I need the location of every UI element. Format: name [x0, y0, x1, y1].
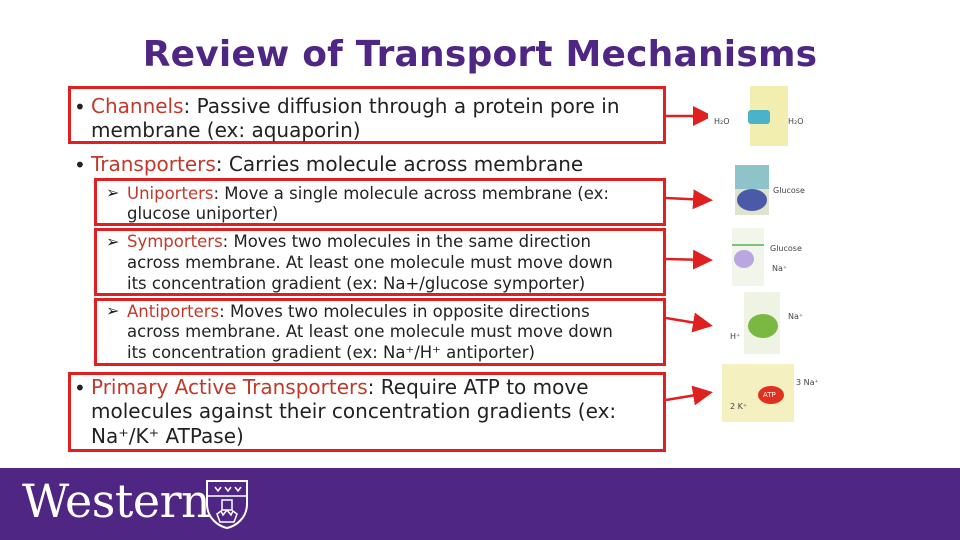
symporters-text	[127, 232, 591, 252]
transporters-term: Transporters	[91, 152, 216, 176]
membrane-line	[732, 244, 764, 246]
atpase-diagram	[722, 364, 826, 422]
arrow-bullet-icon: ➢	[106, 232, 120, 251]
arrow-uniporters	[666, 198, 708, 200]
transporters-text	[91, 153, 583, 176]
channels-line2: membrane (ex: aquaporin)	[91, 118, 361, 142]
symporters-desc: : Moves two molecules in the same direction	[222, 232, 591, 251]
h-label-3: H⁺	[730, 332, 741, 341]
bullet-dot: •	[74, 153, 86, 177]
atp-label: ATP	[763, 391, 776, 399]
channels-desc: : Passive diffusion through a protein pore in	[183, 94, 620, 118]
bullet-dot: •	[74, 95, 86, 119]
arrow-bullet-icon: ➢	[106, 301, 120, 320]
footer-bar	[0, 468, 960, 540]
uniporter-diagram	[735, 165, 813, 215]
arrow-primary	[666, 393, 708, 400]
antiporters-line3: its concentration gradient (ex: Na⁺/H⁺ antiporter)	[127, 343, 535, 362]
k2-label: 2 K⁺	[730, 402, 748, 411]
primary-desc: : Require ATP to move	[367, 375, 589, 399]
arrow-antiporters	[666, 318, 708, 325]
channels-text	[91, 95, 620, 118]
transporter-protein	[737, 189, 767, 211]
channel-protein	[748, 110, 770, 124]
na-label-2: Na⁺	[772, 264, 788, 273]
shield-icon	[203, 478, 251, 530]
membrane-top	[735, 165, 769, 189]
glucose-label-1: Glucose	[773, 186, 805, 195]
bullet-dot: •	[74, 376, 86, 400]
primary-term: Primary Active Transporters	[91, 375, 368, 399]
aquaporin-diagram	[708, 86, 812, 146]
symporters-line3: its concentration gradient (ex: Na+/glucose symporter)	[127, 274, 586, 293]
primary-text	[91, 376, 589, 399]
channels-term: Channels	[91, 94, 184, 118]
antiporter-protein	[748, 314, 778, 338]
na3-label: 3 Na⁺	[796, 378, 819, 387]
uniporters-desc: : Move a single molecule across membrane (ex:	[213, 184, 609, 203]
h2o-left-label: H₂O	[714, 117, 730, 126]
primary-line2: molecules against their concentration gradients (ex:	[91, 399, 617, 423]
symporter-diagram	[728, 228, 814, 286]
antiporters-term: Antiporters	[127, 302, 220, 321]
page-title: Review of Transport Mechanisms	[142, 34, 818, 75]
uniporters-term: Uniporters	[127, 184, 214, 203]
antiporters-text	[127, 302, 590, 322]
h2o-right-label: H₂O	[788, 117, 804, 126]
glucose-label-2: Glucose	[770, 244, 802, 253]
antiporters-line2: across membrane. At least one molecule must move down	[127, 322, 613, 341]
western-wordmark: Western	[22, 474, 211, 528]
uniporters-text	[127, 184, 609, 204]
antiporter-diagram	[728, 292, 814, 354]
primary-line3: Na⁺/K⁺ ATPase)	[91, 424, 244, 448]
symporters-line2: across membrane. At least one molecule must move down	[127, 253, 613, 272]
transporters-desc: : Carries molecule across membrane	[215, 152, 584, 176]
glucose-molecule	[734, 250, 754, 268]
arrow-bullet-icon: ➢	[106, 183, 120, 202]
symporters-term: Symporters	[127, 232, 223, 251]
antiporters-desc: : Moves two molecules in opposite directions	[219, 302, 590, 321]
uniporters-line2: glucose uniporter)	[127, 204, 279, 223]
na-label-3: Na⁺	[788, 312, 804, 321]
arrow-symporters	[666, 259, 708, 260]
